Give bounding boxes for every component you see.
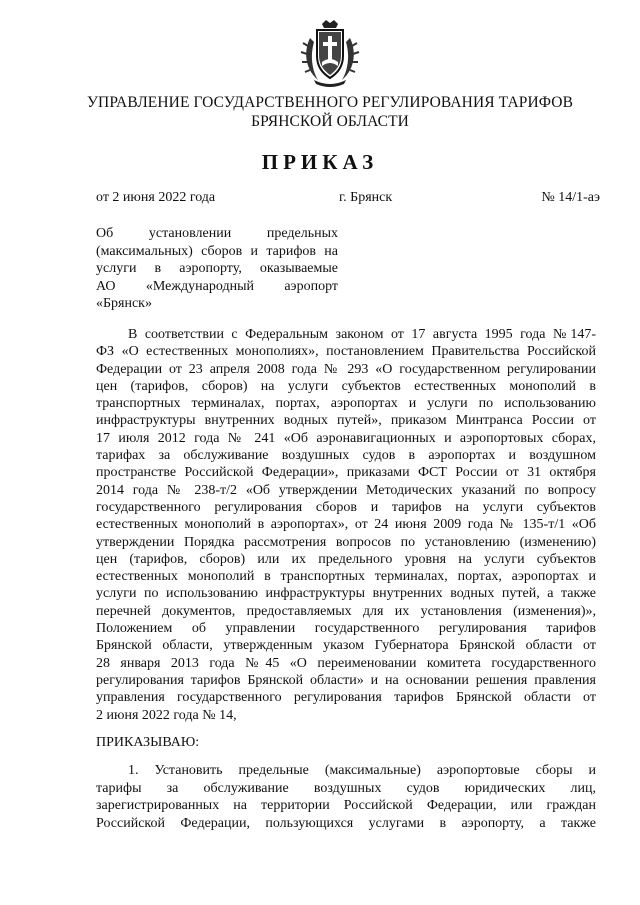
subject-line: «Брянск» [96,296,152,311]
subject-line: АО «Международный аэропорт [96,278,338,294]
body-line: естественных монополий в аэропортах», от 24 июня 2009 года № 135-т/1 «Об [96,517,596,533]
body-line: инфраструктуры внутренних водных путей», приказом Минтранса России от [96,413,596,429]
item-line: зарегистрированных на территории Российской Федерации, или граждан [96,798,596,814]
body-line: цен (тарифов, сборов) или их предельного уровня на услуги субъектов [96,551,596,567]
body-line: утверждении Порядка рассмотрения вопросов по установлению (изменению) [96,534,596,550]
subject-line: Об установлении предельных [96,226,338,241]
body-line: 28 января 2013 года №45 «О переименовании комитета государственного [96,655,596,671]
body-line: пространстве Российской Федерации», приказами ФСТ России от 31 октября [96,465,596,481]
document-title: ПРИКАЗ [261,150,379,174]
body-line: Брянской области, утвержденным указом Губернатора Брянской области от [96,638,596,654]
body-line: 2014 года № 238-т/2 «Об утверждении Методических указаний по вопросу [96,482,596,498]
order-directive-heading: ПРИКАЗЫВАЮ: [96,735,200,750]
body-line: В соответствии с Федеральным законом от 17 августа 1995 года №147- [128,327,596,342]
body-line: естественных монополий в транспортных терминалах, портах, аэропортах и [96,569,596,585]
item-line: тарифы за обслуживание воздушных судов юридических лиц, [96,780,596,796]
body-line: регулирования тарифов Брянской области» и на основании решения правления [96,672,596,688]
body-line: Федерации от 23 апреля 2008 года № 293 «О государственном регулировании [96,361,596,377]
body-line: управления государственного регулирования тарифов Брянской области от [96,690,596,706]
body-line: государственного регулирования сборов и тарифов на услуги субъектов [96,499,596,515]
body-line: транспортных терминалах, портах, аэропортах и услуги по использованию [96,396,596,412]
organization-name-line2: БРЯНСКОЙ ОБЛАСТИ [251,113,409,130]
body-line: 17 июля 2012 года № 241 «Об аэронавигационных и аэропортовых сборах, [96,430,596,446]
order-item-1 [96,762,596,832]
item-line: 1. Установить предельные (максимальные) аэропортовые сборы и [128,763,596,778]
order-date: от 2 июня 2022 года [96,190,216,205]
body-line: Положением об управлении государственного регулирования тарифов [96,621,596,637]
body-line: перечней документов, предоставляемых для их установления (изменения)», [96,603,596,619]
body-line: 2 июня 2022 года № 14, [96,707,237,723]
order-subject [96,225,338,313]
order-city: г. Брянск [339,190,393,205]
body-line: услуги по использованию инфраструктуры внутренних водных путей, а также [96,586,596,602]
subject-line: (максимальных) сборов и тарифов на [96,243,338,259]
organization-name-line1: УПРАВЛЕНИЕ ГОСУДАРСТВЕННОГО РЕГУЛИРОВАНИЯ ТАРИФОВ [86,94,574,111]
preamble-paragraph [96,326,596,724]
body-line: ФЗ «О естественных монополиях», постановлением Правительства Российской [96,344,596,360]
order-number: № 14/1-аэ [541,190,600,205]
subject-line: услуги в аэропорту, оказываемые [96,261,338,276]
body-line: цен (тарифов, сборов) на услуги субъектов естественных монополий в [96,378,596,394]
item-line: Российской Федерации, пользующихся услугами в аэропорту, а также [96,815,596,831]
coat-of-arms-icon [300,18,360,88]
body-line: тарифах за обслуживание воздушных судов в аэропортах и воздушном [96,448,596,464]
